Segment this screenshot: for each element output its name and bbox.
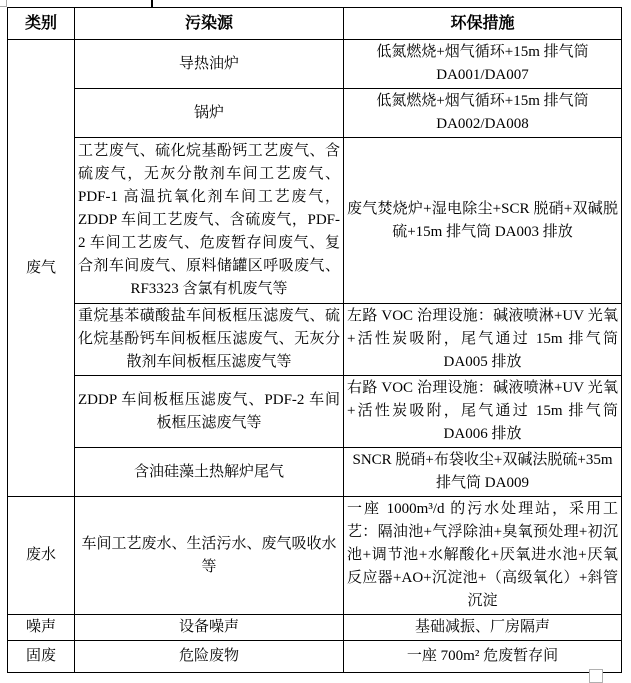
measure-cell: 左路 VOC 治理设施：碱液喷淋+UV 光氧+活性炭吸附，尾气通过 15m 排气筒 DA005 排放	[344, 304, 622, 376]
measure-cell: SNCR 脱硝+布袋收尘+双碱法脱硫+35m 排气筒 DA009	[344, 448, 622, 497]
category-cell-water: 废水	[8, 497, 75, 615]
header-row	[8, 8, 622, 40]
pollution-measures-table	[7, 7, 622, 673]
source-cell: 含油硅藻土热解炉尾气	[75, 448, 344, 497]
table-row	[8, 448, 622, 497]
table-row	[8, 376, 622, 448]
measure-cell: 一座 700m² 危废暂存间	[344, 641, 622, 673]
table-resize-handle[interactable]	[589, 669, 603, 683]
source-cell: 锅炉	[75, 89, 344, 138]
source-cell: 危险废物	[75, 641, 344, 673]
source-cell: 工艺废气、硫化烷基酚钙工艺废气、含硫废气，无灰分散剂车间工艺废气、PDF-1 高温抗氧化剂车间工艺废气，ZDDP 车间工艺废气、含硫废气，PDF-2 车间工艺废气、危废暂存间废气、复合剂车间废气、原料储罐区呼吸废气、RF3323 含氯有机废气等	[75, 138, 344, 304]
header-source: 污染源	[75, 8, 344, 40]
table-row	[8, 138, 622, 304]
category-cell-gas: 废气	[8, 40, 75, 497]
category-cell-noise: 噪声	[8, 615, 75, 641]
header-measure: 环保措施	[344, 8, 622, 40]
table-row	[8, 89, 622, 138]
measure-cell: 右路 VOC 治理设施：碱液喷淋+UV 光氧+活性炭吸附，尾气通过 15m 排气筒 DA006 排放	[344, 376, 622, 448]
text-cursor-artifact	[151, 0, 153, 7]
header-category: 类别	[8, 8, 75, 40]
source-cell: 导热油炉	[75, 40, 344, 89]
table-row	[8, 615, 622, 641]
table-row	[8, 40, 622, 89]
measure-cell: 一座 1000m³/d 的污水处理站，采用工艺：隔油池+气浮除油+臭氧预处理+初沉池+调节池+水解酸化+厌氧进水池+厌氧反应器+AO+沉淀池+（高级氧化）+斜管沉淀	[344, 497, 622, 615]
source-cell: 设备噪声	[75, 615, 344, 641]
table-move-handle[interactable]	[0, 0, 7, 7]
measure-cell: 基础减振、厂房隔声	[344, 615, 622, 641]
measure-cell: 废气焚烧炉+湿电除尘+SCR 脱硝+双碱脱硫+15m 排气筒 DA003 排放	[344, 138, 622, 304]
table-row	[8, 641, 622, 673]
table-row	[8, 497, 622, 615]
category-cell-solid: 固废	[8, 641, 75, 673]
measure-cell: 低氮燃烧+烟气循环+15m 排气筒 DA002/DA008	[344, 89, 622, 138]
source-cell: 重烷基苯磺酸盐车间板框压滤废气、硫化烷基酚钙车间板框压滤废气、无灰分散剂车间板框压滤废气等	[75, 304, 344, 376]
source-cell: 车间工艺废水、生活污水、废气吸收水等	[75, 497, 344, 615]
table-row	[8, 304, 622, 376]
measure-cell: 低氮燃烧+烟气循环+15m 排气筒 DA001/DA007	[344, 40, 622, 89]
source-cell: ZDDP 车间板框压滤废气、PDF-2 车间板框压滤废气等	[75, 376, 344, 448]
